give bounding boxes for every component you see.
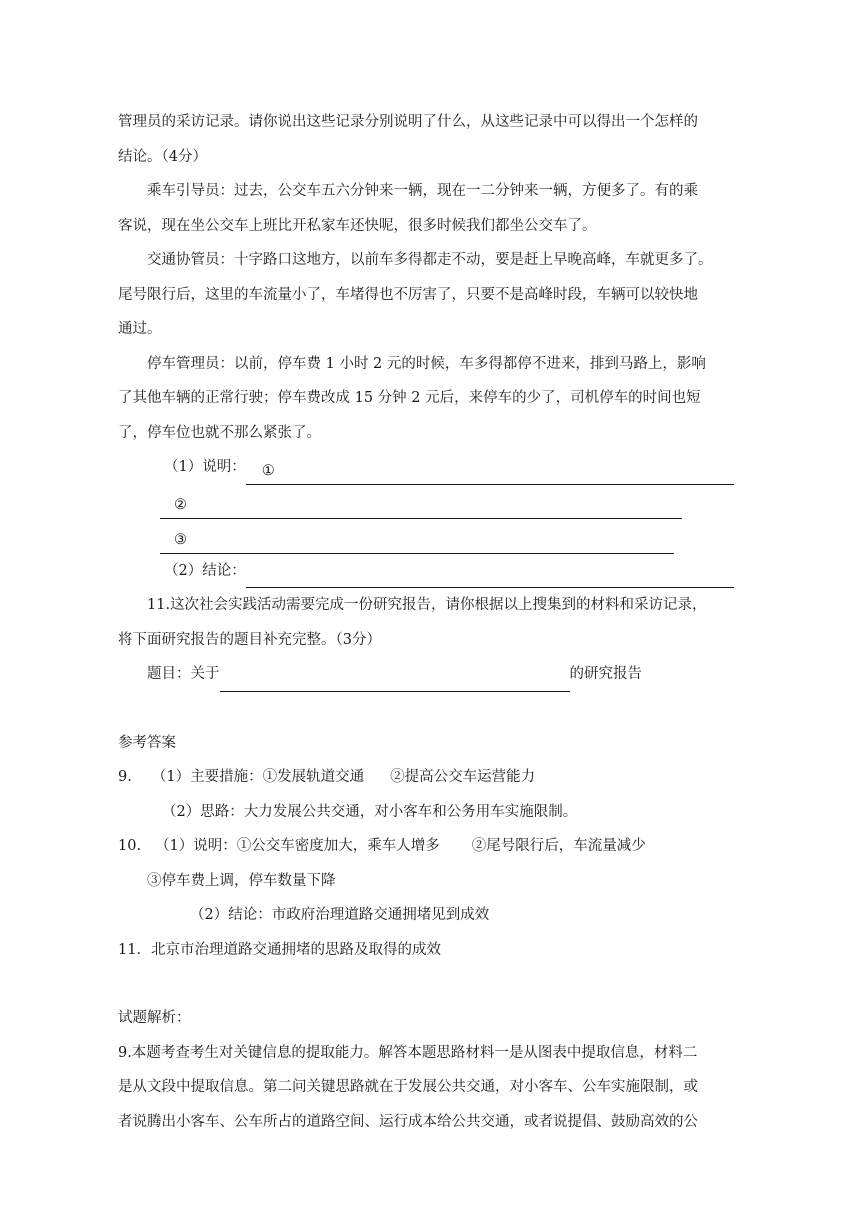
interview-text: 以前，停车费 1 小时 2 元的时候，车多得都停不进来，排到马路上，影响 bbox=[234, 355, 706, 372]
spacer bbox=[118, 692, 734, 726]
explain-label: （1）说明： bbox=[164, 459, 246, 475]
interview-guide-line-2: 客说，现在坐公交车上班比开私家车还快呢，很多时候我们都坐公交车了。 bbox=[118, 217, 597, 234]
answer-10-2: （2）结论：市政府治理道路交通拥堵见到成效 bbox=[190, 907, 490, 923]
interview-parking-line-1 bbox=[118, 347, 734, 382]
intro-line-2: 结论。（4分） bbox=[118, 148, 207, 165]
interview-role: 交通协管员： bbox=[147, 252, 234, 268]
circle-one-mark: ① bbox=[261, 462, 275, 479]
explain-blank-row-3 bbox=[118, 519, 734, 554]
answer-blank-2[interactable] bbox=[160, 493, 682, 519]
spacer bbox=[118, 967, 734, 1001]
interview-text: 十字路口这地方，以前车多得都走不动，要是赶上早晚高峰，车就更多了。 bbox=[234, 252, 713, 268]
analysis-heading: 试题解析： bbox=[118, 1010, 191, 1026]
conclusion-blank-row bbox=[118, 554, 734, 589]
report-title-blank[interactable] bbox=[220, 666, 570, 692]
answers-heading: 参考答案 bbox=[118, 734, 176, 751]
q11-line-2: 将下面研究报告的题目补充完整。（3分） bbox=[118, 631, 381, 648]
explain-blank-row-1 bbox=[118, 450, 734, 485]
interview-role: 乘车引导员： bbox=[147, 183, 234, 199]
answer-blank-1[interactable] bbox=[246, 459, 734, 485]
intro-line-1: 管理员的采访记录。请你说出这些记录分别说明了什么，从这些记录中可以得出一个怎样的 bbox=[118, 114, 698, 130]
q11-line-1: 11.这次社会实践活动需要完成一份研究报告，请你根据以上搜集到的材料和采访记录， bbox=[147, 597, 707, 613]
answer-blank-3[interactable] bbox=[160, 528, 674, 554]
interview-text: 过去，公交车五六分钟来一辆，现在一二分钟来一辆，方便多了。有的乘 bbox=[234, 183, 698, 199]
interview-traffic-line-2: 尾号限行后，这里的车流量小了，车堵得也不厉害了，只要不是高峰时段，车辆可以较快地 bbox=[118, 286, 698, 303]
answer-number: 10. bbox=[118, 838, 142, 854]
title-suffix: 的研究报告 bbox=[569, 666, 642, 682]
conclusion-label: （2）结论： bbox=[164, 562, 246, 579]
answer-10-1-cont: ③停车费上调，停车数量下降 bbox=[147, 872, 336, 889]
circle-two-mark: ② bbox=[174, 497, 187, 513]
answer-10-1: 10. （1）说明：①公交车密度加大，乘车人增多 ②尾号限行后，车流量减少 bbox=[118, 838, 646, 854]
interview-traffic-line-1 bbox=[118, 243, 734, 278]
analysis-line-1: 9.本题考查考生对关键信息的提取能力。解答本题思路材料一是从图表中提取信息，材料二 bbox=[118, 1044, 698, 1061]
interview-role: 停车管理员： bbox=[147, 355, 234, 372]
document-page bbox=[118, 105, 734, 1139]
title-prefix: 题目：关于 bbox=[147, 666, 220, 682]
conclusion-blank[interactable] bbox=[246, 562, 734, 588]
answer-11: 11．北京市治理道路交通拥堵的思路及取得的成效 bbox=[118, 941, 441, 958]
analysis-line-3: 者说腾出小客车、公车所占的道路空间、运行成本给公共交通，或者说提倡、鼓励高效的公 bbox=[118, 1113, 698, 1130]
answer-9-2: （2）思路：大力发展公共交通，对小客车和公务用车实施限制。 bbox=[162, 803, 578, 820]
answer-number: 9. bbox=[118, 769, 132, 785]
q11-title-row bbox=[118, 657, 734, 692]
circle-three-mark: ③ bbox=[174, 531, 187, 548]
interview-parking-line-2: 了其他车辆的正常行驶；停车费改成 15 分钟 2 元后，来停车的少了，司机停车的时间也短 bbox=[118, 390, 701, 406]
analysis-line-2: 是从文段中提取信息。第二问关键思路就在于发展公共交通，对小客车、公车实施限制，或 bbox=[118, 1079, 698, 1095]
interview-guide-line-1 bbox=[118, 174, 734, 209]
answer-9-1: 9. （1）主要措施：①发展轨道交通 ②提高公交车运营能力 bbox=[118, 769, 536, 785]
explain-blank-row-2 bbox=[118, 485, 734, 520]
interview-parking-line-3: 了，停车位也就不那么紧张了。 bbox=[118, 424, 321, 441]
interview-traffic-line-3: 通过。 bbox=[118, 321, 162, 337]
